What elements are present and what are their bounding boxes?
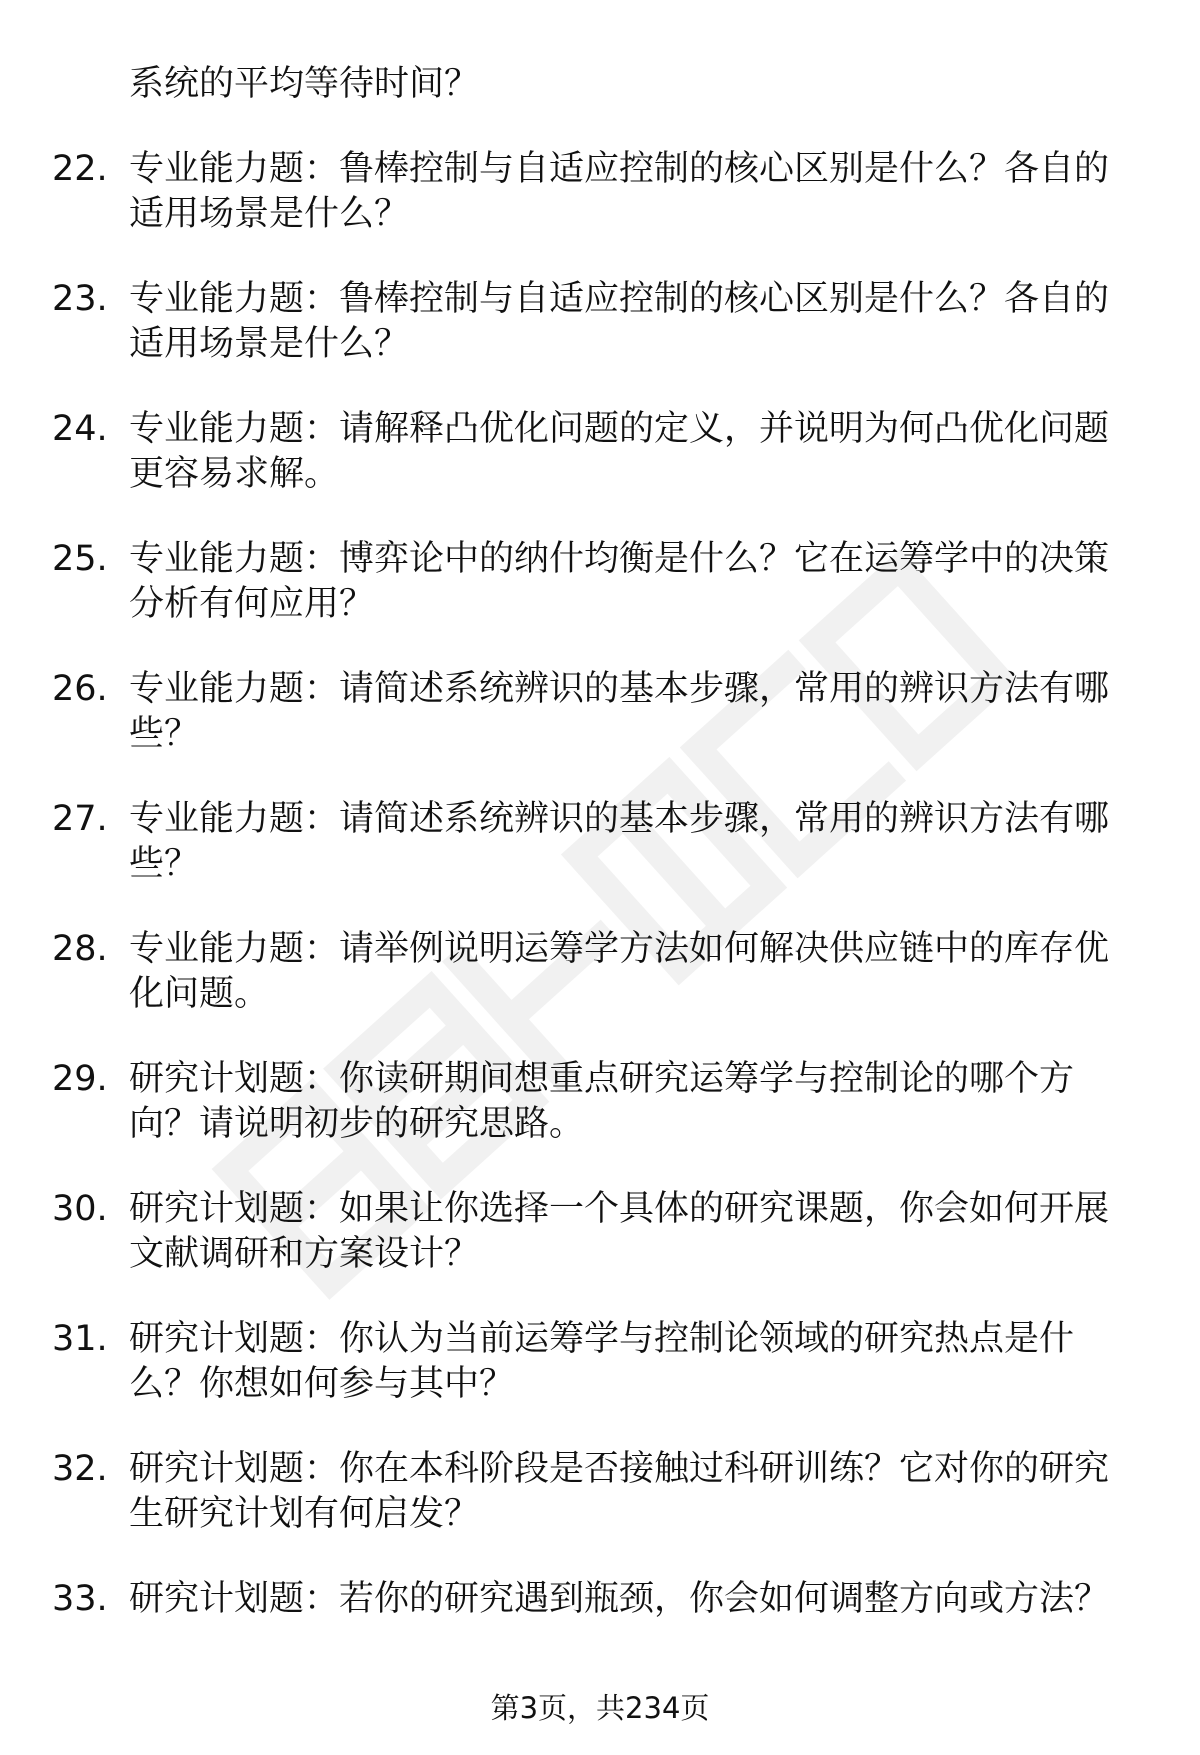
question-number: 22.	[52, 149, 108, 189]
question-item	[52, 1577, 1142, 1622]
question-number: 32.	[52, 1449, 108, 1489]
question-item	[52, 1317, 1142, 1407]
page-footer: 第3页，共234页	[490, 1691, 710, 1725]
question-item	[52, 1057, 1142, 1147]
question-text: 研究计划题：如果让你选择一个具体的研究课题，你会如何开展文献调研和方案设计？	[129, 1189, 1110, 1274]
question-text: 专业能力题：博弈论中的纳什均衡是什么？它在运筹学中的决策分析有何应用？	[129, 539, 1110, 624]
question-number: 25.	[52, 539, 108, 579]
question-number: 28.	[52, 929, 108, 969]
question-item	[52, 407, 1142, 497]
question-number: 27.	[52, 799, 108, 839]
question-text: 专业能力题：请解释凸优化问题的定义，并说明为何凸优化问题更容易求解。	[129, 409, 1110, 494]
continued-question-text: 系统的平均等待时间？	[129, 64, 480, 104]
question-item	[52, 147, 1142, 237]
question-item	[52, 1187, 1142, 1277]
question-list	[52, 62, 1142, 1662]
question-text: 专业能力题：请简述系统辨识的基本步骤，常用的辨识方法有哪些？	[129, 669, 1110, 754]
question-text: 专业能力题：请举例说明运筹学方法如何解决供应链中的库存优化问题。	[129, 929, 1110, 1014]
question-text: 研究计划题：若你的研究遇到瓶颈，你会如何调整方向或方法？	[129, 1579, 1110, 1619]
question-item	[52, 927, 1142, 1017]
question-item	[52, 667, 1142, 757]
question-number: 26.	[52, 669, 108, 709]
question-text: 研究计划题：你认为当前运筹学与控制论领域的研究热点是什么？你想如何参与其中？	[129, 1319, 1075, 1404]
question-text: 专业能力题：鲁棒控制与自适应控制的核心区别是什么？各自的适用场景是什么？	[129, 279, 1110, 364]
question-text: 专业能力题：鲁棒控制与自适应控制的核心区别是什么？各自的适用场景是什么？	[129, 149, 1110, 234]
question-text: 专业能力题：请简述系统辨识的基本步骤，常用的辨识方法有哪些？	[129, 799, 1110, 884]
question-item	[52, 1447, 1142, 1537]
question-item	[52, 797, 1142, 887]
question-number: 31.	[52, 1319, 108, 1359]
question-item	[52, 537, 1142, 627]
question-item	[52, 277, 1142, 367]
question-text: 研究计划题：你在本科阶段是否接触过科研训练？它对你的研究生研究计划有何启发？	[129, 1449, 1110, 1534]
question-number: 30.	[52, 1189, 108, 1229]
question-number: 24.	[52, 409, 108, 449]
question-text: 研究计划题：你读研期间想重点研究运筹学与控制论的哪个方向？请说明初步的研究思路。	[129, 1059, 1075, 1144]
question-number: 33.	[52, 1579, 108, 1619]
question-number: 29.	[52, 1059, 108, 1099]
question-number: 23.	[52, 279, 108, 319]
